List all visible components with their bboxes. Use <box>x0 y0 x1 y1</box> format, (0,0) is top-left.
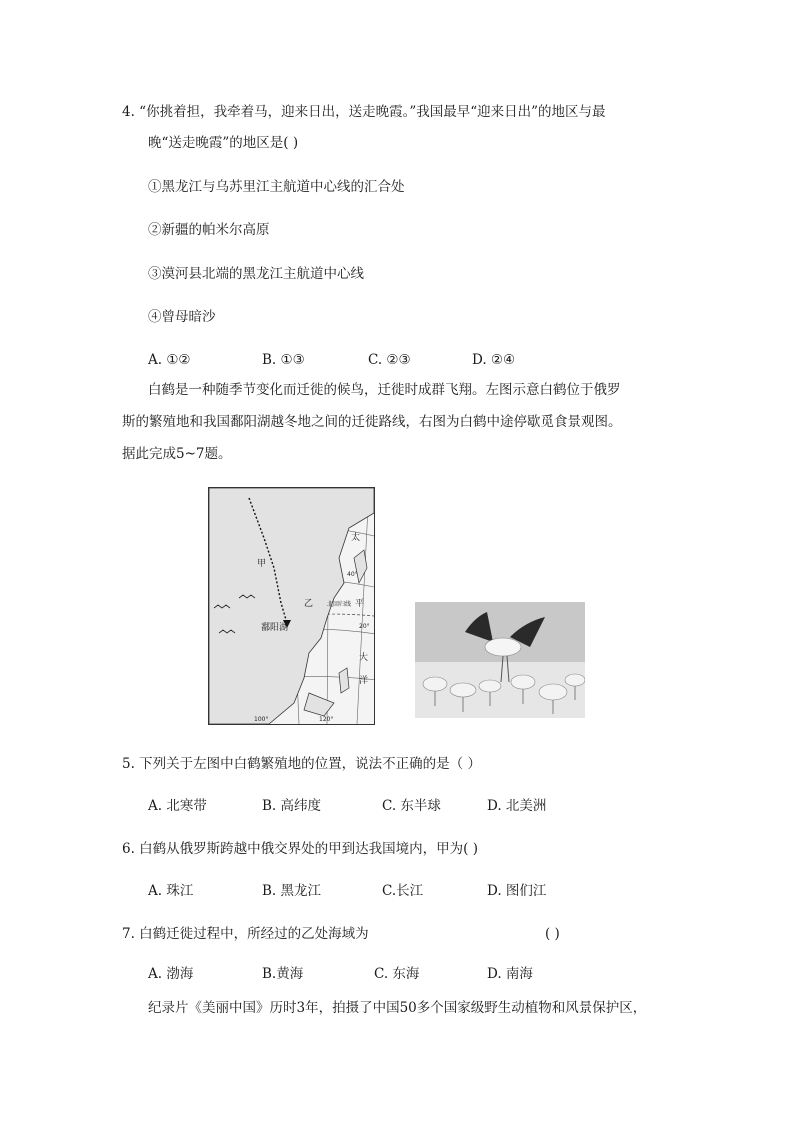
passage-line2: 斯的繁殖地和我国鄱阳湖越冬地之间的迁徙路线，右图为白鹤中途停歇觅食景观图。 <box>122 414 622 430</box>
map-label-100: 100° <box>254 716 269 723</box>
q5-option-c: C. 东半球 <box>382 798 441 814</box>
migration-map-svg <box>209 488 374 724</box>
map-island-philippines <box>339 668 349 693</box>
q6-option-b: B. 黑龙江 <box>262 883 322 899</box>
q6-stem: 6. 白鹤从俄罗斯跨越中俄交界处的甲到达我国境内，甲为( ) <box>122 841 478 857</box>
q7-stem: 7. 白鹤迁徙过程中，所经过的乙处海域为 <box>122 926 369 942</box>
q4-stem-line1: 4. “你挑着担，我牵着马，迎来日出，送走晚霞。”我国最早“迎来日出”的地区与最 <box>122 104 606 120</box>
map-label-yi: 乙 <box>304 599 314 609</box>
map-label-poyang: 鄱阳湖 <box>261 623 289 633</box>
tail-line1: 纪录片《美丽中国》历时3年，拍摄了中国50多个国家级野生动植物和风景保护区， <box>148 1000 647 1016</box>
map-label-yang: 洋 <box>359 676 369 686</box>
q4-item-4: ④曾母暗沙 <box>148 309 216 325</box>
crane-photo <box>415 602 585 718</box>
map-label-tropic: 北回归线 <box>327 601 352 608</box>
map-label-40: 40° <box>347 571 358 578</box>
q5-option-d: D. 北美洲 <box>487 798 547 814</box>
q7-option-b: B.黄海 <box>262 966 304 982</box>
passage-line1: 白鹤是一种随季节变化而迁徙的候鸟，迁徙时成群飞翔。左图示意白鹤位于俄罗 <box>148 382 621 398</box>
passage-line3: 据此完成5~7题。 <box>122 446 232 462</box>
q5-option-b: B. 高纬度 <box>262 798 322 814</box>
q6-option-d: D. 图们江 <box>487 883 547 899</box>
q5-stem: 5. 下列关于左图中白鹤繁殖地的位置，说法不正确的是（ ） <box>122 756 481 772</box>
map-label-ping: 平 <box>355 599 365 609</box>
q4-option-b: B. ①③ <box>262 352 305 368</box>
crane-photo-svg <box>415 602 585 718</box>
q6-option-c: C.长江 <box>382 883 424 899</box>
q6-option-a: A. 珠江 <box>148 883 194 899</box>
q7-option-d: D. 南海 <box>487 966 533 982</box>
map-label-tai: 太 <box>351 533 361 543</box>
map-label-da: 大 <box>359 653 369 663</box>
migration-map <box>208 487 375 725</box>
q4-item-3: ③漠河县北端的黑龙江主航道中心线 <box>148 266 364 282</box>
map-island-japan <box>354 550 367 583</box>
q4-item-1: ①黑龙江与乌苏里江主航道中心线的汇合处 <box>148 179 405 195</box>
q4-stem-line2: 晚“送走晚霞”的地区是( ) <box>148 135 299 151</box>
q4-item-2: ②新疆的帕米尔高原 <box>148 222 270 238</box>
q7-option-a: A. 渤海 <box>148 966 194 982</box>
map-island-borneo <box>304 693 334 716</box>
q5-option-a: A. 北寒带 <box>148 798 207 814</box>
map-label-120: 120° <box>319 716 334 723</box>
map-label-20: 20° <box>359 623 370 630</box>
q4-option-c: C. ②③ <box>368 352 411 368</box>
q7-paren: ( ) <box>545 926 560 942</box>
q4-option-a: A. ①② <box>148 352 191 368</box>
q7-option-c: C. 东海 <box>374 966 420 982</box>
q4-option-d: D. ②④ <box>472 352 516 368</box>
map-label-jia: 甲 <box>257 559 267 569</box>
